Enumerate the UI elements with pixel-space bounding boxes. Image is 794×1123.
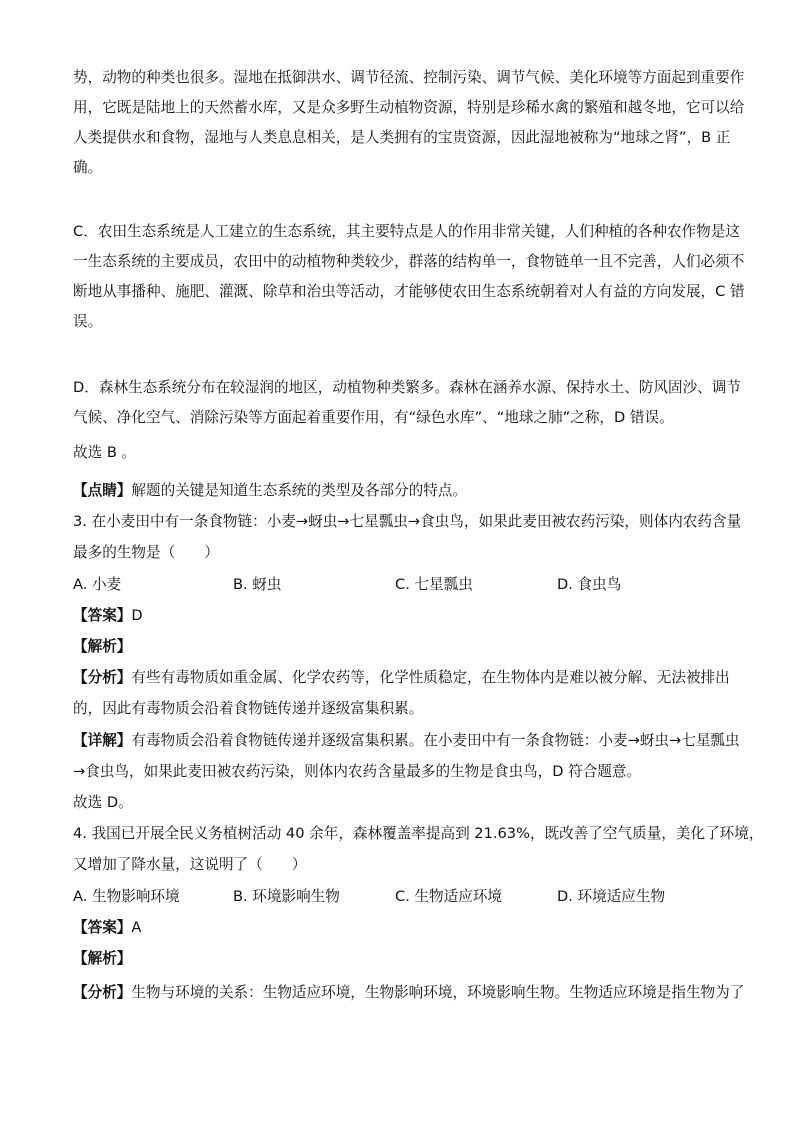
question-3-stem: 3. 在小麦田中有一条食物链：小麦→蚜虫→七星瓢虫→食虫鸟，如果此麦田被农药污染，则体内农药含量	[73, 513, 742, 530]
text-line: 误。	[73, 313, 103, 330]
option-a: A. 小麦	[73, 576, 122, 593]
text-line: 的，因此有毒物质会沿着食物链传递并逐级富集积累。	[73, 700, 424, 717]
option-b: B. 蚜虫	[233, 576, 282, 593]
text-line: D．森林生态系统分布在较湿润的地区，动植物种类繁多。森林在涵养水源、保持水土、防风固沙、调节	[73, 379, 741, 396]
text-line: 用，它既是陆地上的天然蓄水库，又是众多野生动植物资源，特别是珍稀水禽的繁殖和越冬地，它可以给	[73, 99, 745, 116]
fenxi-text: 有些有毒物质如重金属、化学农药等，化学性质稳定，在生物体内是难以被分解、无法被排出	[131, 669, 730, 686]
option-c: C. 七星瓢虫	[395, 576, 473, 593]
text-line: 气候、净化空气、消除污染等方面起着重要作用，有“绿色水库”、“地球之肺”之称，D 错误。	[73, 409, 674, 426]
fenxi-tag: 【分析】	[73, 669, 132, 686]
answer-value: D	[131, 607, 143, 624]
option-b: B. 环境影响生物	[233, 888, 340, 905]
text-line: 断地从事播种、施肥、灌溉、除草和治虫等活动，才能够使农田生态系统朝着对人有益的方向发展，C 错	[73, 283, 745, 300]
fenxi-line	[73, 668, 730, 688]
answer-value: A	[131, 919, 142, 936]
text-line: 确。	[73, 159, 103, 176]
xiangjie-text: 有毒物质会沿着食物链传递并逐级富集积累。在小麦田中有一条食物链：小麦→蚜虫→七星瓢虫	[131, 732, 740, 749]
text-line: 一生态系统的主要成员，农田中的动植物种类较少，群落的结构单一，食物链单一且不完善，人们必须不	[73, 253, 745, 270]
question-3-stem: 最多的生物是（ ）	[73, 544, 219, 561]
answer-line	[73, 918, 723, 938]
answer-tag: 【答案】	[73, 607, 132, 624]
choose-line: 故选 B 。	[73, 444, 137, 461]
fenxi-text: 生物与环境的关系：生物适应环境，生物影响环境，环境影响生物。生物适应环境是指生物为了	[131, 984, 745, 1001]
xiangjie-line	[73, 731, 740, 751]
dianjing-line	[73, 481, 723, 501]
option-a: A. 生物影响环境	[73, 888, 180, 905]
fenxi-line	[73, 983, 745, 1003]
fenxi-tag: 【分析】	[73, 984, 132, 1001]
option-d: D. 环境适应生物	[557, 888, 666, 905]
answer-line	[73, 606, 723, 626]
dianjing-text: 解题的关键是知道生态系统的类型及各部分的特点。	[131, 482, 468, 499]
dianjing-tag: 【点睛】	[73, 482, 132, 499]
choose-line: 故选 D。	[73, 794, 133, 811]
option-d: D. 食虫鸟	[557, 576, 622, 593]
xiangjie-tag: 【详解】	[73, 732, 132, 749]
option-c: C. 生物适应环境	[395, 888, 503, 905]
answer-tag: 【答案】	[73, 919, 132, 936]
text-line: →食虫鸟，如果此麦田被农药污染，则体内农药含量最多的生物是食虫鸟，D 符合题意。	[73, 763, 642, 780]
analysis-tag: 【解析】	[73, 638, 132, 655]
text-line: 势，动物的种类也很多。湿地在抵御洪水、调节径流、控制污染、调节气候、美化环境等方面起到重要作	[73, 69, 745, 86]
question-4-stem: 4. 我国已开展全民义务植树活动 40 余年，森林覆盖率提高到 21.63%，既改善了空气质量，美化了环境，	[73, 825, 764, 842]
question-4-stem: 又增加了降水量，这说明了（ ）	[73, 856, 307, 873]
text-line: 人类提供水和食物，湿地与人类息息相关，是人类拥有的宝贵资源，因此湿地被称为“地球之肾”，B 正	[73, 129, 731, 146]
analysis-tag: 【解析】	[73, 950, 132, 967]
text-line: C．农田生态系统是人工建立的生态系统，其主要特点是人的作用非常关键，人们种植的各种农作物是这	[73, 223, 740, 240]
